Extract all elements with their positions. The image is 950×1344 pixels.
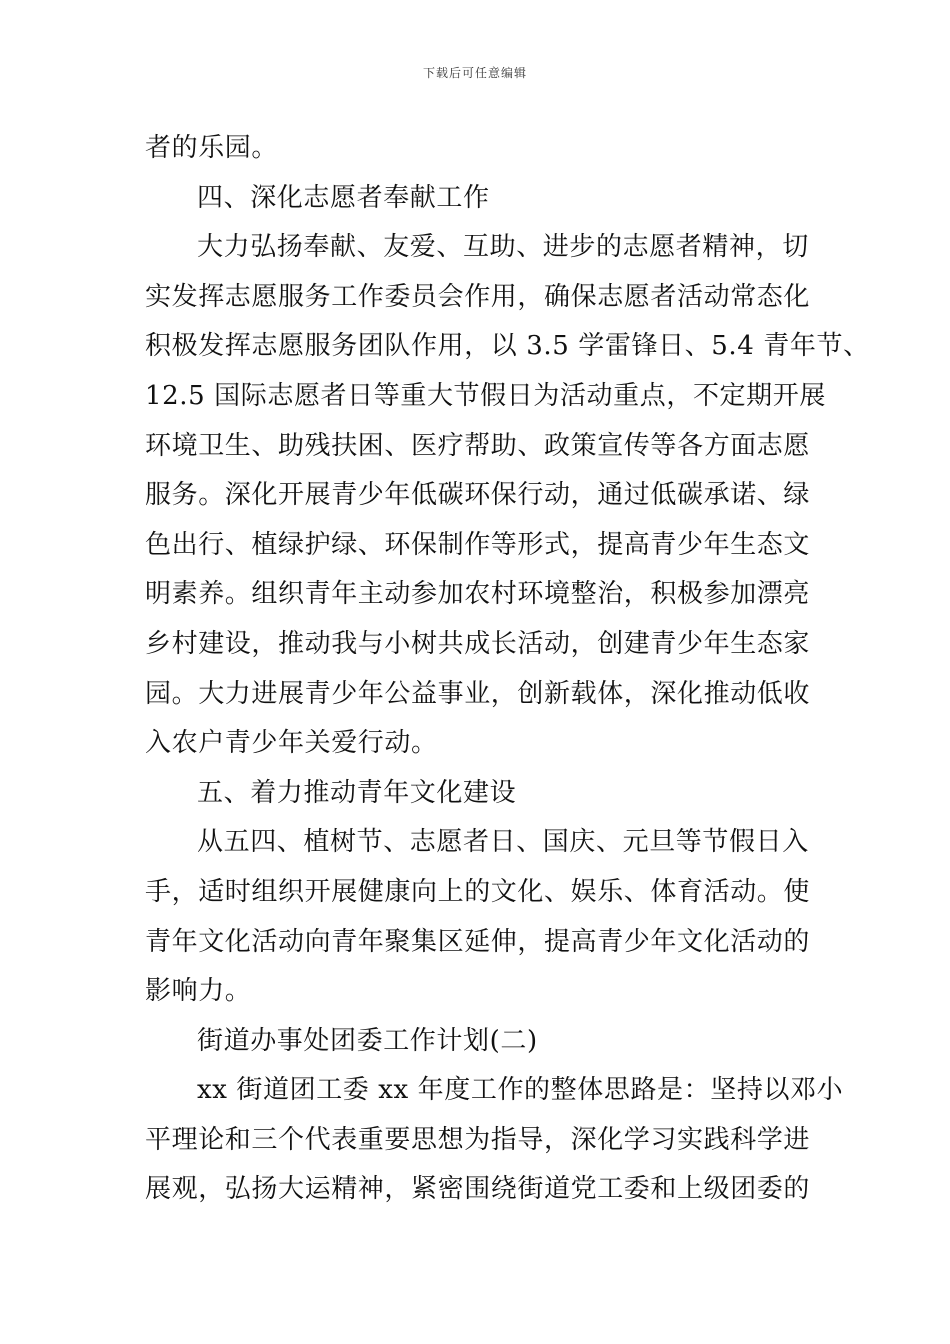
text-line: 者的乐园。 bbox=[145, 133, 279, 163]
text-line: 平理论和三个代表重要思想为指导，深化学习实践科学进 bbox=[145, 1124, 811, 1155]
text-line: 入农户青少年关爱行动。 bbox=[145, 728, 438, 759]
text-line: 展观，弘扬大运精神，紧密围绕街道党工委和上级团委的 bbox=[145, 1174, 811, 1205]
text-line: 乡村建设，推动我与小树共成长活动，创建青少年生态家 bbox=[145, 628, 811, 659]
text-line: xx 街道团工委 xx 年度工作的整体思路是：坚持以邓小 bbox=[197, 1075, 844, 1106]
text-line: 明素养。组织青年主动参加农村环境整治，积极参加漂亮 bbox=[145, 579, 811, 610]
text-line: 大力弘扬奉献、友爱、互助、进步的志愿者精神，切 bbox=[197, 232, 809, 263]
text-line: 手，适时组织开展健康向上的文化、娱乐、体育活动。使 bbox=[145, 876, 811, 907]
text-line: 12.5 国际志愿者日等重大节假日为活动重点，不定期开展 bbox=[145, 380, 826, 411]
text-line: 积极发挥志愿服务团队作用，以 3.5 学雷锋日、5.4 青年节、 bbox=[145, 331, 870, 362]
header-watermark: 下载后可任意编辑 bbox=[422, 66, 527, 80]
text-line: 从五四、植树节、志愿者日、国庆、元旦等节假日入 bbox=[197, 827, 809, 858]
text-line: 影响力。 bbox=[145, 976, 252, 1007]
section-heading: 五、着力推动青年文化建设 bbox=[197, 777, 517, 808]
text-line: 园。大力进展青少年公益事业，创新载体，深化推动低收 bbox=[145, 678, 811, 709]
text-line: 色出行、植绿护绿、环保制作等形式，提高青少年生态文 bbox=[145, 529, 811, 560]
section-heading: 四、深化志愿者奉献工作 bbox=[197, 182, 490, 213]
text-line: 环境卫生、助残扶困、医疗帮助、政策宣传等各方面志愿 bbox=[145, 430, 811, 461]
text-line: 服务。深化开展青少年低碳环保行动，通过低碳承诺、绿 bbox=[145, 480, 811, 511]
text-line: 实发挥志愿服务工作委员会作用，确保志愿者活动常态化 bbox=[145, 281, 811, 312]
body-text bbox=[145, 124, 870, 1215]
document-subtitle: 街道办事处团委工作计划(二) bbox=[197, 1025, 538, 1056]
text-line: 青年文化活动向青年聚集区延伸，提高青少年文化活动的 bbox=[145, 926, 811, 957]
